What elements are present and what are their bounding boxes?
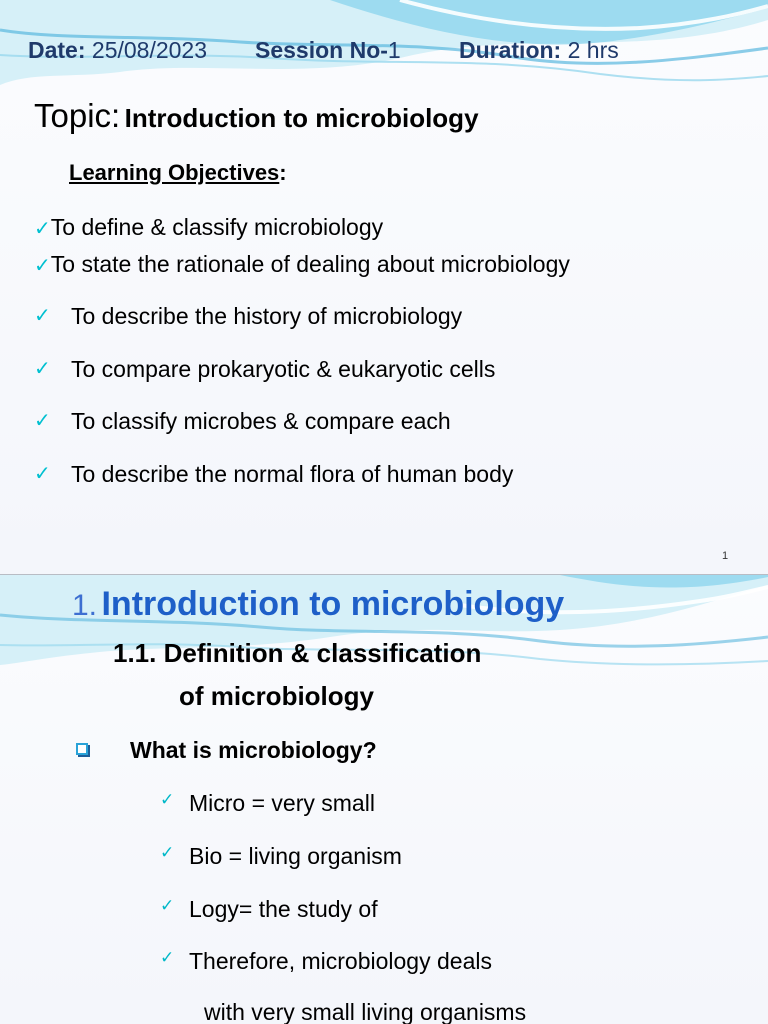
checkmark-icon: ✓ xyxy=(160,843,175,862)
list-item-text: Micro = very small xyxy=(189,790,375,816)
list-item-text: Bio = living organism xyxy=(189,843,402,869)
topic-heading xyxy=(34,97,479,135)
objective-text: To classify microbes & compare each xyxy=(71,408,451,434)
checkmark-icon: ✓ xyxy=(34,218,51,240)
objective-item xyxy=(34,461,514,487)
duration-field xyxy=(459,37,619,64)
subtitle-line-2: of microbiology xyxy=(179,681,374,711)
checkmark-icon: ✓ xyxy=(34,305,51,327)
slide-title xyxy=(72,585,564,624)
objectives-heading-colon: : xyxy=(279,160,287,185)
duration-value: 2 hrs xyxy=(567,37,619,63)
objective-text: To describe the history of microbiology xyxy=(71,303,463,329)
slide-2 xyxy=(0,575,768,1024)
checkmark-icon: ✓ xyxy=(160,948,175,967)
objective-item xyxy=(34,356,496,382)
date-label: Date: xyxy=(28,37,86,63)
slide-title-text: Introduction to microbiology xyxy=(101,585,565,623)
topic-title: Introduction to microbiology xyxy=(124,103,479,133)
date-field xyxy=(28,37,207,64)
question-text: What is microbiology? xyxy=(130,737,377,763)
checkmark-icon: ✓ xyxy=(34,255,51,277)
checkmark-icon: ✓ xyxy=(160,896,175,915)
list-item xyxy=(160,948,492,974)
objective-item xyxy=(34,303,463,329)
topic-label: Topic: xyxy=(34,97,121,134)
checkmark-icon: ✓ xyxy=(34,463,51,485)
list-item-continuation: with very small living organisms xyxy=(204,999,527,1024)
objective-item xyxy=(34,408,451,434)
objective-text: To compare prokaryotic & eukaryotic cells xyxy=(71,356,496,382)
date-value: 25/08/2023 xyxy=(91,37,208,63)
objective-text: To define & classify microbiology xyxy=(50,214,384,240)
checkmark-icon: ✓ xyxy=(34,410,51,432)
objective-item xyxy=(34,251,570,278)
slide-title-number: 1. xyxy=(72,589,98,622)
list-item xyxy=(160,790,375,816)
objective-item xyxy=(34,214,383,241)
list-item-text: Therefore, microbiology deals xyxy=(189,948,492,974)
duration-label: Duration: xyxy=(459,37,562,63)
list-item xyxy=(160,896,378,922)
checkmark-icon: ✓ xyxy=(34,358,51,380)
session-value: 1 xyxy=(387,37,401,63)
square-bullet-icon xyxy=(76,743,88,755)
list-item xyxy=(160,843,402,869)
subtitle-line-1: 1.1. Definition & classification xyxy=(113,638,482,668)
objectives-heading xyxy=(69,160,287,186)
page-number: 1 xyxy=(722,550,729,562)
objective-text: To state the rationale of dealing about microbiology xyxy=(50,251,570,277)
checkmark-icon: ✓ xyxy=(160,790,175,809)
session-field xyxy=(255,37,401,64)
objectives-heading-text: Learning Objectives xyxy=(69,160,280,185)
session-label: Session No- xyxy=(255,37,388,63)
list-item-text: Logy= the study of xyxy=(189,896,378,922)
objective-text: To describe the normal flora of human body xyxy=(71,461,514,487)
